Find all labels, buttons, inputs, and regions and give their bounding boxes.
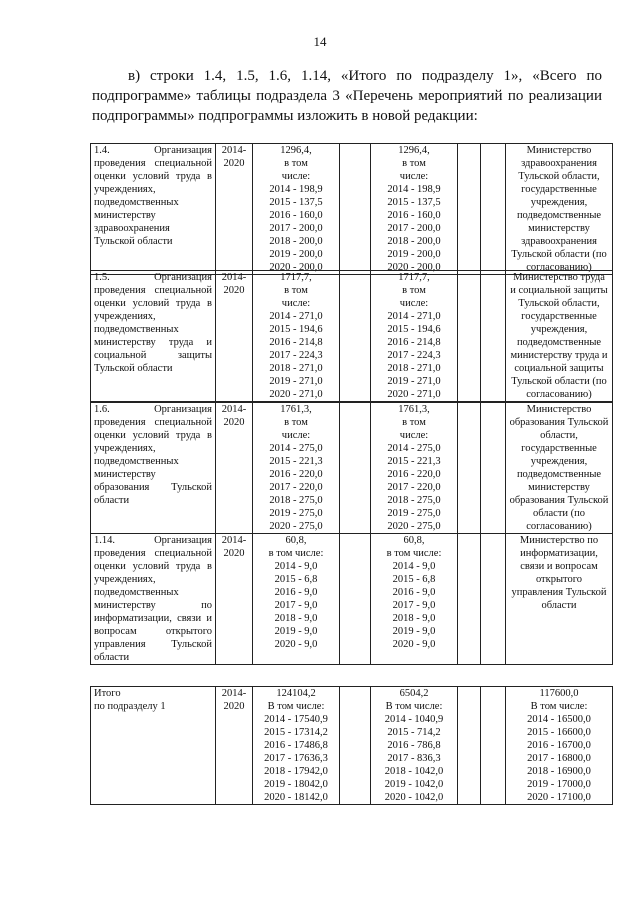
regional-value: 2019 - 1042,0 — [384, 779, 444, 790]
regional-value: 2017 - 9,0 — [392, 600, 436, 611]
row-regional-cell — [371, 534, 458, 665]
regional-value: в том — [402, 285, 426, 296]
regional-value: 2020 - 271,0 — [387, 389, 441, 400]
total-value: 2017 - 224,3 — [269, 350, 323, 361]
row-years: 2014-2020 — [216, 271, 253, 402]
row-total-cell — [253, 534, 340, 665]
total-value: 2015 - 221,3 — [269, 456, 323, 467]
row-name-cell — [91, 144, 216, 275]
total-value: 2019 - 271,0 — [269, 376, 323, 387]
table-row — [90, 402, 613, 534]
row-executor: Министерство здравоохранения Тульской области, государственные учреждения, подведомственные министерству здравоохранения Тульской области (по согласованию) — [506, 144, 613, 275]
total-value: 2018 - 200,0 — [269, 236, 323, 247]
row-regional-cell — [371, 403, 458, 534]
empty-cell — [481, 534, 506, 665]
row-regional-cell — [371, 144, 458, 275]
row-name-cell — [91, 687, 216, 805]
regional-value: 2017 - 224,3 — [387, 350, 441, 361]
total-value: 2016 - 220,0 — [269, 469, 323, 480]
row-total-cell — [253, 144, 340, 275]
total-value: 60,8, — [285, 535, 307, 546]
extra-value: 2019 - 17000,0 — [527, 779, 591, 790]
regional-value: 2018 - 271,0 — [387, 363, 441, 374]
regional-value: 1717,7, — [398, 272, 430, 283]
total-value: 2015 - 6,8 — [274, 574, 318, 585]
total-value: 2015 - 194,6 — [269, 324, 323, 335]
regional-value: 60,8, — [403, 535, 425, 546]
regional-value: 2015 - 137,5 — [387, 197, 441, 208]
row-regional-cell — [371, 687, 458, 805]
regional-value: 2017 - 836,3 — [387, 753, 441, 764]
regional-value: 2019 - 271,0 — [387, 376, 441, 387]
regional-value: в том — [402, 417, 426, 428]
page-number: 14 — [313, 34, 327, 49]
total-value: 124104,2 — [276, 688, 316, 699]
total-value: 2014 - 9,0 — [274, 561, 318, 572]
empty-cell — [340, 403, 371, 534]
total-value: 2017 - 220,0 — [269, 482, 323, 493]
total-value: 2016 - 9,0 — [274, 587, 318, 598]
total-value: 2014 - 198,9 — [269, 184, 323, 195]
regional-value: 2014 - 271,0 — [387, 311, 441, 322]
row-name: по подразделу 1 — [94, 701, 166, 712]
total-value: 2019 - 275,0 — [269, 508, 323, 519]
row-years: 2014-2020 — [216, 534, 253, 665]
total-value: 2016 - 160,0 — [269, 210, 323, 221]
extra-value: 2014 - 16500,0 — [527, 714, 591, 725]
total-value: 2020 - 271,0 — [269, 389, 323, 400]
table-row — [90, 270, 613, 402]
regional-value: 2016 - 786,8 — [387, 740, 441, 751]
regional-value: числе: — [399, 298, 429, 309]
regional-value: 1761,3, — [398, 404, 430, 415]
intro-text: в) строки 1.4, 1.5, 1.6, 1.14, «Итого по подразделу 1», «Всего по подпрограмме» таблицы подраздела 3 «Перечень мероприятий по реализации подпрограммы» подпрограммы изложить в новой редакции: — [92, 68, 602, 124]
regional-value: 2014 - 198,9 — [387, 184, 441, 195]
row-executor: Министерство труда и социальной защиты Тульской области, государственные учреждения, подведомственные министерству труда и социальной защиты Тульской области (по согласованию) — [506, 271, 613, 402]
total-value: числе: — [281, 171, 311, 182]
regional-value: 2016 - 220,0 — [387, 469, 441, 480]
extra-value: 117600,0 — [539, 688, 579, 699]
extra-value: 2016 - 16700,0 — [527, 740, 591, 751]
regional-value: 2020 - 1042,0 — [384, 792, 444, 803]
empty-cell — [481, 687, 506, 805]
regional-value: 2015 - 194,6 — [387, 324, 441, 335]
regional-value: 2019 - 9,0 — [392, 626, 436, 637]
regional-value: 2017 - 200,0 — [387, 223, 441, 234]
total-value: 2020 - 18142,0 — [264, 792, 328, 803]
extra-value: 2015 - 16600,0 — [527, 727, 591, 738]
row-years: 2014-2020 — [216, 687, 253, 805]
row-total-cell — [253, 271, 340, 402]
total-value: 2020 - 275,0 — [269, 521, 323, 532]
regional-value: 2018 - 275,0 — [387, 495, 441, 506]
empty-cell — [340, 534, 371, 665]
regional-value: 2019 - 275,0 — [387, 508, 441, 519]
row-executor: Министерство по информатизации, связи и вопросам открытого управления Тульской области — [506, 534, 613, 665]
regional-value: 2014 - 275,0 — [387, 443, 441, 454]
total-value: 2019 - 18042,0 — [264, 779, 328, 790]
regional-value: числе: — [399, 430, 429, 441]
empty-cell — [340, 144, 371, 275]
regional-value: 2018 - 1042,0 — [384, 766, 444, 777]
extra-value: 2017 - 16800,0 — [527, 753, 591, 764]
total-value: 2016 - 214,8 — [269, 337, 323, 348]
empty-cell — [340, 271, 371, 402]
total-value: 2019 - 200,0 — [269, 249, 323, 260]
empty-cell — [458, 271, 481, 402]
regional-value: числе: — [399, 171, 429, 182]
empty-cell — [481, 403, 506, 534]
total-value: 1761,3, — [280, 404, 312, 415]
regional-value: в том числе: — [386, 548, 442, 559]
row-name: Итого — [94, 688, 121, 699]
regional-value: в том — [402, 158, 426, 169]
empty-cell — [458, 403, 481, 534]
total-value: 2020 - 200,0 — [269, 262, 323, 273]
total-value: в том — [284, 158, 308, 169]
total-value: 2015 - 137,5 — [269, 197, 323, 208]
row-name-cell — [91, 271, 216, 402]
regional-value: В том числе: — [385, 701, 443, 712]
regional-value: 2019 - 200,0 — [387, 249, 441, 260]
regional-value: 2020 - 9,0 — [392, 639, 436, 650]
regional-value: 2020 - 200,0 — [387, 262, 441, 273]
regional-value: 2015 - 6,8 — [392, 574, 436, 585]
regional-value: 2018 - 9,0 — [392, 613, 436, 624]
total-value: 2017 - 9,0 — [274, 600, 318, 611]
total-value: 1717,7, — [280, 272, 312, 283]
row-name: 1.6. Организация проведения специальной оценки условий труда в учреждениях, подведомственных министерству образования Тульской области — [94, 404, 212, 506]
empty-cell — [458, 144, 481, 275]
regional-value: 2020 - 275,0 — [387, 521, 441, 532]
total-value: 2018 - 271,0 — [269, 363, 323, 374]
empty-cell — [340, 687, 371, 805]
total-value: 2014 - 271,0 — [269, 311, 323, 322]
total-value: 2017 - 200,0 — [269, 223, 323, 234]
row-name: 1.14. Организация проведения специальной оценки условий труда в учреждениях, подведомственных министерству по информатизации, связи и вопросам открытого управления Тульской области — [94, 535, 212, 663]
row-name: 1.5. Организация проведения специальной оценки условий труда в учреждениях, подведомственных министерству труда и социальной защиты Тульской области — [94, 272, 212, 374]
row-years: 2014-2020 — [216, 403, 253, 534]
regional-value: 2014 - 1040,9 — [384, 714, 444, 725]
row-extra-cell — [506, 687, 613, 805]
extra-value: 2020 - 17100,0 — [527, 792, 591, 803]
total-value: 1296,4, — [280, 145, 312, 156]
row-years: 2014-2020 — [216, 144, 253, 275]
total-value: 2017 - 17636,3 — [264, 753, 328, 764]
total-value: в том числе: — [268, 548, 324, 559]
total-value: числе: — [281, 298, 311, 309]
table-row — [90, 533, 613, 665]
regional-value: 2016 - 160,0 — [387, 210, 441, 221]
empty-cell — [458, 687, 481, 805]
total-value: в том — [284, 417, 308, 428]
row-executor: Министерство образования Тульской области, государственные учреждения, подведомственные министерству образования Тульской области (по согласованию) — [506, 403, 613, 534]
total-value: в том — [284, 285, 308, 296]
row-total-cell — [253, 403, 340, 534]
regional-value: 2014 - 9,0 — [392, 561, 436, 572]
total-value: 2014 - 17540,9 — [264, 714, 328, 725]
total-value: 2014 - 275,0 — [269, 443, 323, 454]
empty-cell — [481, 271, 506, 402]
row-name: 1.4. Организация проведения специальной оценки условий труда в учреждениях, подведомственных министерству здравоохранения Тульской области — [94, 145, 212, 247]
regional-value: 6504,2 — [399, 688, 429, 699]
total-value: 2020 - 9,0 — [274, 639, 318, 650]
regional-value: 2016 - 214,8 — [387, 337, 441, 348]
row-regional-cell — [371, 271, 458, 402]
total-value: 2019 - 9,0 — [274, 626, 318, 637]
regional-value: 2015 - 221,3 — [387, 456, 441, 467]
intro-paragraph — [92, 66, 602, 126]
row-name-cell — [91, 534, 216, 665]
regional-value: 2017 - 220,0 — [387, 482, 441, 493]
total-value: 2015 - 17314,2 — [264, 727, 328, 738]
regional-value: 1296,4, — [398, 145, 430, 156]
row-total-cell — [253, 687, 340, 805]
total-value: 2018 - 275,0 — [269, 495, 323, 506]
regional-value: 2018 - 200,0 — [387, 236, 441, 247]
regional-value: 2016 - 9,0 — [392, 587, 436, 598]
extra-value: 2018 - 16900,0 — [527, 766, 591, 777]
total-value: 2018 - 9,0 — [274, 613, 318, 624]
table-row — [90, 143, 613, 275]
total-value: 2016 - 17486,8 — [264, 740, 328, 751]
regional-value: 2015 - 714,2 — [387, 727, 441, 738]
total-value: 2018 - 17942,0 — [264, 766, 328, 777]
extra-value: В том числе: — [530, 701, 588, 712]
table-row — [90, 686, 613, 805]
total-value: числе: — [281, 430, 311, 441]
total-value: В том числе: — [267, 701, 325, 712]
empty-cell — [458, 534, 481, 665]
row-name-cell — [91, 403, 216, 534]
empty-cell — [481, 144, 506, 275]
